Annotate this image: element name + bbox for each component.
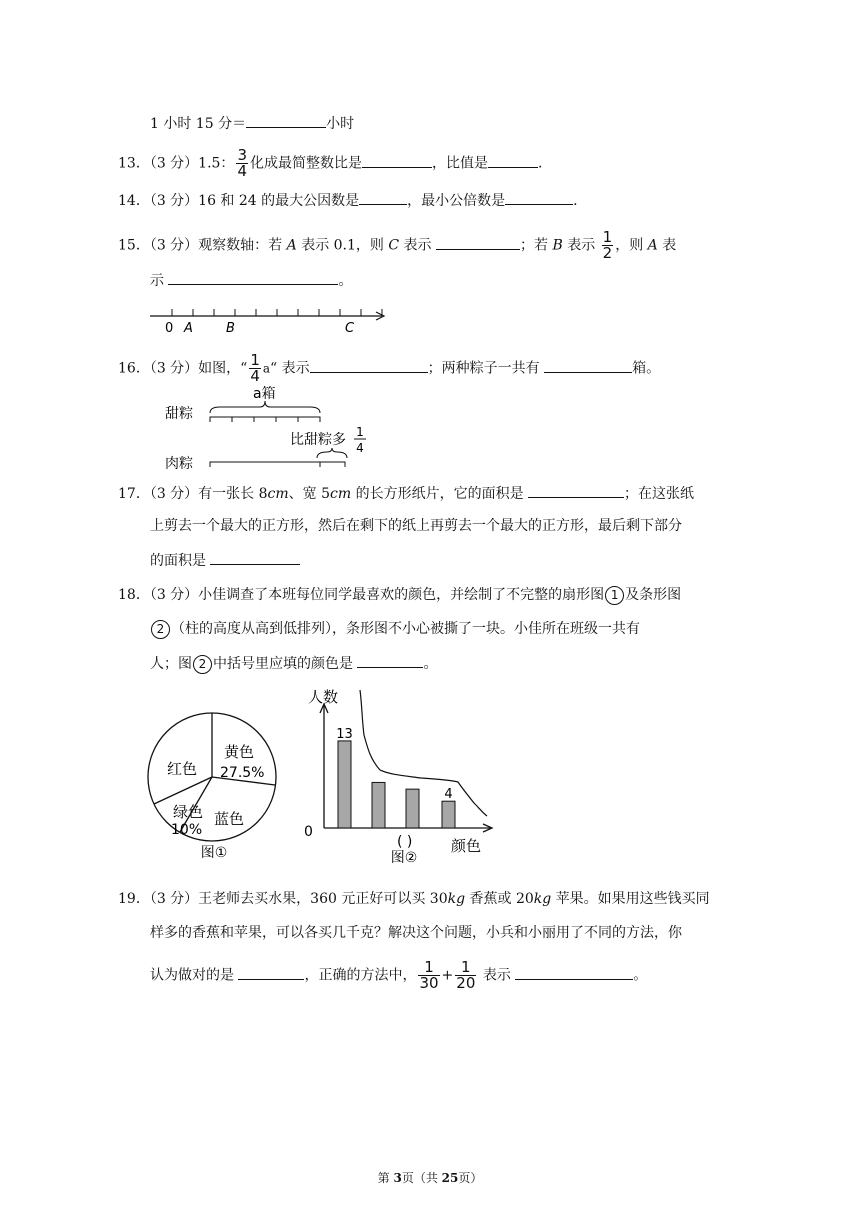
question-17-line2: 上剪去一个最大的正方形，然后在剩下的纸上再剪去一个最大的正方形，最后剩下部分 [150,518,682,534]
pie-label-red: 红色 [167,760,198,778]
bar-value-label-first: 13 [336,726,353,742]
answer-blank[interactable] [359,190,407,205]
question-18-line1: 18．（3 分）小佳调查了本班每位同学最喜欢的颜色，并绘制了不完整的扇形图 1 及条形图 [118,587,682,603]
question-19-line1: 19．（3 分）王老师去买水果，360 元正好可以买 30kg 香蕉或 20kg 苹果。如果用这些钱买同 [118,891,710,907]
bar-1 [338,741,351,828]
answer-blank[interactable] [310,358,428,373]
label-more: 比甜粽多 [290,432,346,448]
more-frac-n: 1 [356,425,364,439]
answer-blank[interactable] [238,965,304,980]
answer-blank[interactable] [505,190,573,205]
question-18-line2: 2 （柱的高度从高到低排列），条形图不小心被撕了一块。小佳所在班级一共有 [150,619,640,639]
bar-2 [372,782,385,828]
pie-pct-yellow: 27.5% [220,765,265,781]
question-15-line1: 15．（3 分）观察数轴：若 A 表示 0.1，则 C 表示 ；若 B 表示 $\frac{1}{2}$ ，则 A 表 [118,228,677,262]
y-axis-label: 人数 [308,688,339,706]
axis-label-a: A [184,321,193,336]
fraction: $\frac{1}{2}$ [602,228,613,262]
page-footer: 第 3页（共 25页） [377,1171,483,1185]
answer-blank[interactable] [357,653,423,668]
question-17-line3: 的面积是 [150,550,300,571]
axis-label-c: C [345,321,355,336]
answer-blank[interactable] [210,550,300,565]
question-15-line2: 示 。 [150,270,352,291]
pie-chart [140,700,290,860]
answer-blank[interactable] [528,483,624,498]
label-meat: 肉粽 [165,456,193,472]
fraction: $\frac{1}{4}$ [250,351,260,385]
answer-blank[interactable] [362,153,432,168]
q12-line: 1 小时 15 分＝ 小时 [150,113,354,134]
more-frac-d: 4 [356,441,364,455]
fraction: $\frac{3}{4}$ [237,146,247,180]
fraction: $\frac{1}{20}$ [456,958,476,992]
number-line [140,300,400,340]
pie-label-yellow: 黄色 [224,743,255,761]
axis-label-b: B [226,321,235,336]
bar-3 [406,789,419,828]
fraction: $\frac{1}{30}$ [419,958,439,992]
question-16: 16．（3 分）如图，“ $\frac{1}{4}$ a“ 表示 ；两种粽子一共有 箱。 [118,351,661,385]
answer-blank[interactable] [168,270,338,285]
answer-blank[interactable] [436,235,520,250]
question-14: 14．（3 分）16 和 24 的最大公因数是 ，最小公倍数是 . [118,190,578,211]
pie-label-green: 绿色 [173,803,204,821]
answer-blank[interactable] [246,113,326,128]
question-18-line3: 人；图 2 中括号里应填的颜色是 。 [150,653,437,674]
axis-label-0: 0 [165,321,174,336]
question-13: 13．（3 分）1.5： $\frac{3}{4}$ 化成最简整数比是 ，比值是 . [118,146,543,180]
zongzi-diagram [160,382,380,474]
question-19-line3: 认为做对的是 ，正确的方法中， $\frac{1}{30}$ + $\frac{1}{20}$ 表示 。 [150,958,648,992]
question-19-line2: 样多的香蕉和苹果，可以各买几千克？解决这个问题，小兵和小丽用了不同的方法，你 [150,925,682,941]
number-line-ticks [172,309,382,316]
pie-label-blue: 蓝色 [214,810,245,828]
bar-value-label-last: 4 [444,787,453,803]
question-17-line1: 17．（3 分）有一张长 8cm、宽 5cm 的长方形纸片，它的面积是 ；在这张纸 [118,483,694,504]
blank-color-label: ( ) [397,834,413,850]
answer-blank[interactable] [544,358,632,373]
label-sweet: 甜粽 [165,406,193,422]
label-a: a箱 [253,386,276,402]
answer-blank[interactable] [488,153,538,168]
fig2-caption: 图② [390,850,418,866]
bar-4 [442,801,455,828]
answer-blank[interactable] [515,965,633,980]
bars [338,741,455,828]
origin-label: 0 [304,824,313,840]
pie-pct-green: 10% [171,822,203,838]
x-axis-label: 颜色 [451,837,482,855]
fig1-caption: 图① [200,845,228,861]
bar-chart [296,680,506,865]
